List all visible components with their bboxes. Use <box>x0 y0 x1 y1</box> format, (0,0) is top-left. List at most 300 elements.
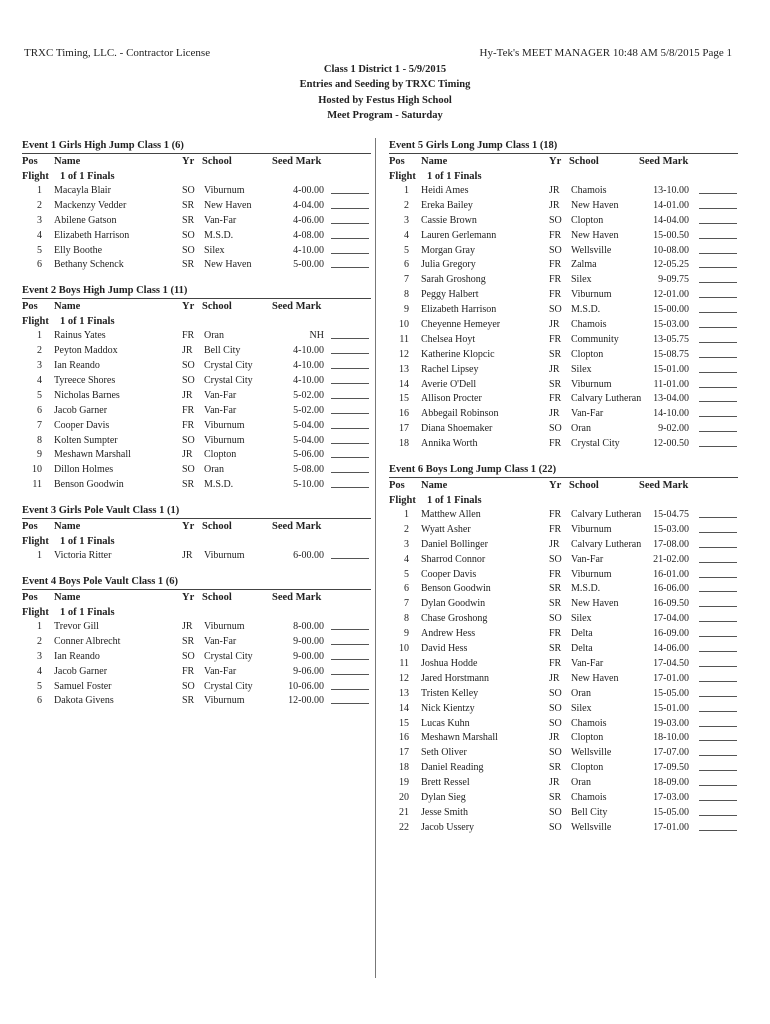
entry-yr: FR <box>182 419 195 431</box>
entry-yr: SR <box>182 695 195 707</box>
entry-row <box>389 627 738 642</box>
entry-seed-mark: 10-08.00 <box>653 244 689 256</box>
entry-school: Van-Far <box>571 408 604 420</box>
entry-result-blank <box>331 229 369 239</box>
entry-pos: 7 <box>404 274 409 286</box>
entry-row <box>22 694 371 709</box>
entry-seed-mark: 9-06.00 <box>293 665 324 677</box>
event-block <box>22 283 371 493</box>
entry-result-blank <box>331 463 369 473</box>
entry-pos: 7 <box>37 419 42 431</box>
column-header-row <box>22 298 371 314</box>
entry-name: Samuel Foster <box>54 680 112 692</box>
entry-row <box>389 348 738 363</box>
entry-school: Viburnum <box>204 419 245 431</box>
entry-seed-mark: 16-06.00 <box>653 583 689 595</box>
entry-name: Jared Horstmann <box>421 672 490 684</box>
entry-school: Wellsville <box>571 244 612 256</box>
column-header-row <box>389 153 738 169</box>
entry-name: Dillon Holmes <box>54 464 114 476</box>
entry-row <box>22 229 371 244</box>
entry-row <box>22 620 371 635</box>
entry-row <box>389 717 738 732</box>
entry-row <box>389 612 738 627</box>
entry-yr: FR <box>549 568 562 580</box>
entry-name: Bethany Schenck <box>54 259 124 271</box>
entry-seed-mark: 15-03.00 <box>653 523 689 535</box>
entry-row <box>389 378 738 393</box>
header-school: School <box>202 156 232 167</box>
entry-yr: FR <box>182 404 195 416</box>
entry-yr: FR <box>182 330 195 342</box>
header-seed-mark: Seed Mark <box>639 156 689 167</box>
entry-seed-mark: 4-10.00 <box>293 244 324 256</box>
entry-name: Joshua Hodde <box>421 657 478 669</box>
header-pos: Pos <box>389 156 405 167</box>
entry-yr: SO <box>549 613 562 625</box>
entry-result-blank <box>699 612 737 622</box>
entry-school: Oran <box>571 687 591 699</box>
meet-title-block <box>0 62 770 123</box>
entry-name: Cooper Davis <box>421 568 477 580</box>
entry-result-blank <box>699 214 737 224</box>
entry-name: Averie O'Dell <box>421 378 477 390</box>
entry-row <box>389 553 738 568</box>
flight-value: 1 of 1 Finals <box>427 171 482 182</box>
entry-name: Peyton Maddox <box>54 345 118 357</box>
entry-pos: 13 <box>399 363 409 375</box>
header-school: School <box>202 301 232 313</box>
entry-result-blank <box>699 333 737 343</box>
entry-yr: JR <box>182 550 193 562</box>
flight-row <box>389 493 738 508</box>
entry-pos: 1 <box>37 621 42 633</box>
entry-seed-mark: 4-06.00 <box>293 214 324 226</box>
entry-name: Daniel Bollinger <box>421 538 488 550</box>
entry-pos: 11 <box>399 657 409 669</box>
entry-result-blank <box>331 199 369 209</box>
entry-row <box>389 437 738 452</box>
entry-name: Peggy Halbert <box>421 289 479 301</box>
meet-title-line: Hosted by Festus High School <box>318 94 452 106</box>
entry-school: Viburnum <box>571 523 612 535</box>
entry-row <box>22 244 371 259</box>
entry-school: Oran <box>571 777 591 789</box>
entry-name: Chelsea Hoyt <box>421 333 476 345</box>
entry-yr: JR <box>549 185 560 196</box>
entry-name: Nicholas Barnes <box>54 389 120 401</box>
entry-row <box>389 761 738 776</box>
entry-result-blank <box>331 665 369 675</box>
entry-result-blank <box>699 422 737 432</box>
entry-seed-mark: 8-00.00 <box>293 621 324 633</box>
entry-pos: 4 <box>404 553 409 565</box>
entry-yr: SO <box>549 304 562 316</box>
entry-row <box>389 523 738 538</box>
flight-label: Flight <box>22 316 49 328</box>
header-name: Name <box>54 156 81 167</box>
flight-label: Flight <box>22 607 49 619</box>
entry-yr: JR <box>182 621 193 633</box>
entry-pos: 4 <box>37 229 42 241</box>
entry-seed-mark: 12-00.00 <box>288 695 324 707</box>
entry-yr: SR <box>182 479 195 491</box>
event-title: Event 6 Boys Long Jump Class 1 (22) <box>389 464 557 476</box>
entry-pos: 1 <box>404 509 409 521</box>
entry-row <box>389 318 738 333</box>
entry-result-blank <box>699 627 737 637</box>
entry-yr: SO <box>549 423 562 435</box>
entry-result-blank <box>331 434 369 444</box>
entry-seed-mark: 15-05.00 <box>653 687 689 699</box>
entry-name: Cooper Davis <box>54 419 110 431</box>
column-header-row <box>22 518 371 534</box>
entry-yr: FR <box>549 274 562 286</box>
entry-school: New Haven <box>571 229 619 241</box>
entry-pos: 5 <box>37 389 42 401</box>
entry-pos: 14 <box>399 378 409 390</box>
entry-result-blank <box>699 378 737 388</box>
entry-yr: SO <box>549 687 562 699</box>
entry-result-blank <box>331 478 369 488</box>
entry-school: Chamois <box>571 791 607 803</box>
entry-yr: SR <box>182 214 195 226</box>
entry-result-blank <box>699 806 737 816</box>
entry-yr: SO <box>182 650 195 662</box>
entry-yr: SR <box>549 348 562 360</box>
entry-result-blank <box>331 650 369 660</box>
entry-row <box>22 635 371 650</box>
entry-name: Jacob Ussery <box>421 821 475 833</box>
entry-name: Macayla Blair <box>54 185 111 196</box>
entry-seed-mark: 14-10.00 <box>653 408 689 420</box>
entry-pos: 6 <box>404 259 409 271</box>
header-right: Hy-Tek's MEET MANAGER 10:48 AM 5/8/2015 Page 1 <box>479 47 732 59</box>
entry-pos: 2 <box>37 199 42 211</box>
entry-pos: 12 <box>399 672 409 684</box>
entry-school: Viburnum <box>204 550 245 562</box>
entry-name: Seth Oliver <box>421 747 467 759</box>
entry-result-blank <box>699 407 737 417</box>
entry-school: Wellsville <box>571 747 612 759</box>
entry-yr: SO <box>182 360 195 372</box>
entry-seed-mark: 5-06.00 <box>293 449 324 461</box>
right-column <box>389 138 738 846</box>
entry-name: Ian Reando <box>54 360 100 372</box>
entry-result-blank <box>699 717 737 727</box>
entry-name: Brett Ressel <box>421 777 470 789</box>
entry-school: Crystal City <box>204 375 253 387</box>
entry-pos: 1 <box>37 550 42 562</box>
header-name: Name <box>421 156 448 167</box>
entry-seed-mark: 5-04.00 <box>293 434 324 446</box>
entry-result-blank <box>331 419 369 429</box>
entry-pos: 16 <box>399 732 409 744</box>
entry-yr: JR <box>549 408 560 420</box>
entry-pos: 9 <box>37 449 42 461</box>
event-title: Event 4 Boys Pole Vault Class 1 (6) <box>22 576 179 588</box>
entry-school: Calvary Lutheran <box>571 393 642 405</box>
entry-row <box>22 419 371 434</box>
entry-school: Silex <box>571 702 592 714</box>
entry-school: Viburnum <box>571 289 612 301</box>
entry-seed-mark: 18-09.00 <box>653 777 689 789</box>
entry-seed-mark: 4-10.00 <box>293 345 324 357</box>
entry-pos: 1 <box>37 185 42 196</box>
entry-name: Tyreece Shores <box>54 375 116 387</box>
column-header-row <box>22 589 371 605</box>
flight-row <box>22 314 371 329</box>
entry-seed-mark: 5-02.00 <box>293 389 324 401</box>
entry-result-blank <box>699 288 737 298</box>
entry-yr: JR <box>182 389 193 401</box>
entry-result-blank <box>331 344 369 354</box>
entry-pos: 3 <box>37 360 42 372</box>
entry-result-blank <box>331 448 369 458</box>
entry-school: Community <box>571 333 619 345</box>
flight-label: Flight <box>389 171 416 182</box>
entry-name: Benson Goodwin <box>54 479 124 491</box>
entry-seed-mark: 5-00.00 <box>293 259 324 271</box>
entry-yr: FR <box>549 523 562 535</box>
entry-result-blank <box>699 642 737 652</box>
entry-result-blank <box>699 273 737 283</box>
entry-result-blank <box>699 363 737 373</box>
entry-name: Lauren Gerlemann <box>421 229 497 241</box>
entry-seed-mark: 4-10.00 <box>293 360 324 372</box>
entry-seed-mark: 14-06.00 <box>653 643 689 655</box>
entry-seed-mark: 5-08.00 <box>293 464 324 476</box>
entry-school: M.S.D. <box>571 304 601 316</box>
entry-name: Dylan Sieg <box>421 791 466 803</box>
entry-seed-mark: 17-04.00 <box>653 613 689 625</box>
flight-value: 1 of 1 Finals <box>60 171 115 182</box>
entry-seed-mark: 11-01.00 <box>653 378 689 390</box>
entry-yr: FR <box>549 657 562 669</box>
entry-row <box>389 508 738 523</box>
entry-pos: 6 <box>37 404 42 416</box>
entry-yr: FR <box>549 229 562 241</box>
entry-row <box>389 657 738 672</box>
entry-yr: SO <box>182 185 195 196</box>
entry-yr: JR <box>549 732 560 744</box>
entry-name: Abbegail Robinson <box>421 408 499 420</box>
entry-pos: 8 <box>404 289 409 301</box>
entry-row <box>389 776 738 791</box>
entry-seed-mark: 9-00.00 <box>293 635 324 647</box>
entry-seed-mark: 19-03.00 <box>653 717 689 729</box>
header-seed-mark: Seed Mark <box>272 521 322 533</box>
flight-row <box>22 605 371 620</box>
entry-row <box>389 258 738 273</box>
header-pos: Pos <box>389 480 405 492</box>
header-pos: Pos <box>22 156 38 167</box>
header-pos: Pos <box>22 301 38 313</box>
entry-result-blank <box>699 672 737 682</box>
entry-school: Silex <box>571 613 592 625</box>
entry-name: David Hess <box>421 643 468 655</box>
entry-school: Oran <box>571 423 591 435</box>
entry-row <box>389 214 738 229</box>
entry-pos: 5 <box>37 680 42 692</box>
entry-school: New Haven <box>571 672 619 684</box>
entry-row <box>389 672 738 687</box>
entry-row <box>389 702 738 717</box>
entry-result-blank <box>331 374 369 384</box>
entry-name: Daniel Reading <box>421 762 484 774</box>
meet-title-line: Meet Program - Saturday <box>327 109 443 121</box>
entry-seed-mark: 17-04.50 <box>653 657 689 669</box>
entry-yr: FR <box>549 259 562 271</box>
entry-pos: 15 <box>399 717 409 729</box>
entry-result-blank <box>331 244 369 254</box>
entry-pos: 9 <box>404 304 409 316</box>
entry-result-blank <box>699 657 737 667</box>
entry-school: Silex <box>571 363 592 375</box>
entry-school: Van-Far <box>204 635 237 647</box>
header-left: TRXC Timing, LLC. - Contractor License <box>24 47 211 59</box>
entry-result-blank <box>699 597 737 607</box>
entry-row <box>389 568 738 583</box>
entry-row <box>389 407 738 422</box>
entry-result-blank <box>699 184 737 194</box>
entry-yr: FR <box>182 665 195 677</box>
entry-seed-mark: 15-05.00 <box>653 806 689 818</box>
entry-name: Jacob Garner <box>54 665 108 677</box>
entry-name: Heidi Ames <box>421 185 469 196</box>
entry-yr: SO <box>549 806 562 818</box>
entry-yr: FR <box>549 509 562 521</box>
entry-yr: SR <box>549 791 562 803</box>
entry-school: Silex <box>571 274 592 286</box>
entry-result-blank <box>331 549 369 559</box>
entry-row <box>22 665 371 680</box>
entry-school: Viburnum <box>571 568 612 580</box>
entry-pos: 17 <box>399 747 409 759</box>
entry-school: New Haven <box>204 259 252 271</box>
entry-school: Clopton <box>204 449 237 461</box>
entry-yr: SR <box>549 378 562 390</box>
entry-pos: 21 <box>399 806 409 818</box>
entry-pos: 3 <box>404 538 409 550</box>
entry-result-blank <box>699 229 737 239</box>
entry-seed-mark: 12-01.00 <box>653 289 689 301</box>
entry-result-blank <box>331 620 369 630</box>
entry-result-blank <box>699 303 737 313</box>
event-title: Event 3 Girls Pole Vault Class 1 (1) <box>22 505 180 517</box>
entry-yr: SO <box>182 229 195 241</box>
entry-school: Crystal City <box>204 360 253 372</box>
entry-yr: SR <box>182 199 195 211</box>
entry-name: Nick Kientzy <box>421 702 475 714</box>
entry-result-blank <box>699 746 737 756</box>
entry-pos: 16 <box>399 408 409 420</box>
header-seed-mark: Seed Mark <box>272 156 322 167</box>
entry-seed-mark: 16-01.00 <box>653 568 689 580</box>
entry-yr: SR <box>549 598 562 610</box>
entry-school: Clopton <box>571 732 604 744</box>
entry-school: Chamois <box>571 185 607 196</box>
entry-school: Zalma <box>571 259 597 271</box>
entry-result-blank <box>331 389 369 399</box>
entry-row <box>22 478 371 493</box>
entry-name: Andrew Hess <box>421 628 476 640</box>
entry-yr: SO <box>182 434 195 446</box>
entry-seed-mark: 17-07.00 <box>653 747 689 759</box>
entry-seed-mark: 12-05.25 <box>653 259 689 271</box>
entry-school: Van-Far <box>204 389 237 401</box>
entry-pos: 4 <box>37 375 42 387</box>
entry-yr: SR <box>182 635 195 647</box>
entry-school: Van-Far <box>204 665 237 677</box>
entry-name: Victoria Ritter <box>54 550 112 562</box>
entry-yr: JR <box>549 363 560 375</box>
entry-result-blank <box>699 821 737 831</box>
column-header-row <box>389 477 738 493</box>
entry-name: Cassie Brown <box>421 214 477 226</box>
entry-pos: 4 <box>37 665 42 677</box>
entry-school: Bell City <box>204 345 241 357</box>
header-pos: Pos <box>22 521 38 533</box>
entry-name: Annika Worth <box>421 438 478 450</box>
entry-row <box>389 582 738 597</box>
entry-result-blank <box>699 568 737 578</box>
entry-seed-mark: 17-09.50 <box>653 762 689 774</box>
entry-row <box>389 791 738 806</box>
entry-result-blank <box>699 508 737 518</box>
entry-seed-mark: 15-04.75 <box>653 509 689 521</box>
entry-yr: SO <box>549 702 562 714</box>
entry-school: New Haven <box>571 598 619 610</box>
entry-row <box>22 448 371 463</box>
event-block <box>389 138 738 452</box>
entry-yr: FR <box>549 393 562 405</box>
entry-row <box>22 184 371 199</box>
entry-school: New Haven <box>571 199 619 211</box>
entry-row <box>22 199 371 214</box>
entry-seed-mark: 5-02.00 <box>293 404 324 416</box>
entry-seed-mark: 17-03.00 <box>653 791 689 803</box>
entry-row <box>389 363 738 378</box>
entry-row <box>22 434 371 449</box>
entry-name: Sharrod Connor <box>421 553 486 565</box>
entry-seed-mark: 15-01.00 <box>653 363 689 375</box>
entry-yr: SO <box>549 821 562 833</box>
entry-result-blank <box>699 582 737 592</box>
entry-row <box>389 333 738 348</box>
entry-row <box>389 746 738 761</box>
entry-school: Chamois <box>571 717 607 729</box>
flight-value: 1 of 1 Finals <box>60 607 115 619</box>
entry-seed-mark: 15-03.00 <box>653 319 689 331</box>
entry-result-blank <box>699 553 737 563</box>
entry-result-blank <box>699 776 737 786</box>
entry-pos: 3 <box>37 650 42 662</box>
entry-result-blank <box>699 761 737 771</box>
entry-result-blank <box>699 702 737 712</box>
entry-row <box>389 199 738 214</box>
entry-seed-mark: 5-04.00 <box>293 419 324 431</box>
entry-seed-mark: 16-09.00 <box>653 628 689 640</box>
entry-school: Van-Far <box>204 214 237 226</box>
entry-row <box>389 244 738 259</box>
header-yr: Yr <box>182 301 195 313</box>
entry-yr: SO <box>182 244 195 256</box>
entry-yr: SR <box>549 643 562 655</box>
entry-row <box>22 650 371 665</box>
entry-pos: 7 <box>404 598 409 610</box>
event-block <box>389 462 738 836</box>
